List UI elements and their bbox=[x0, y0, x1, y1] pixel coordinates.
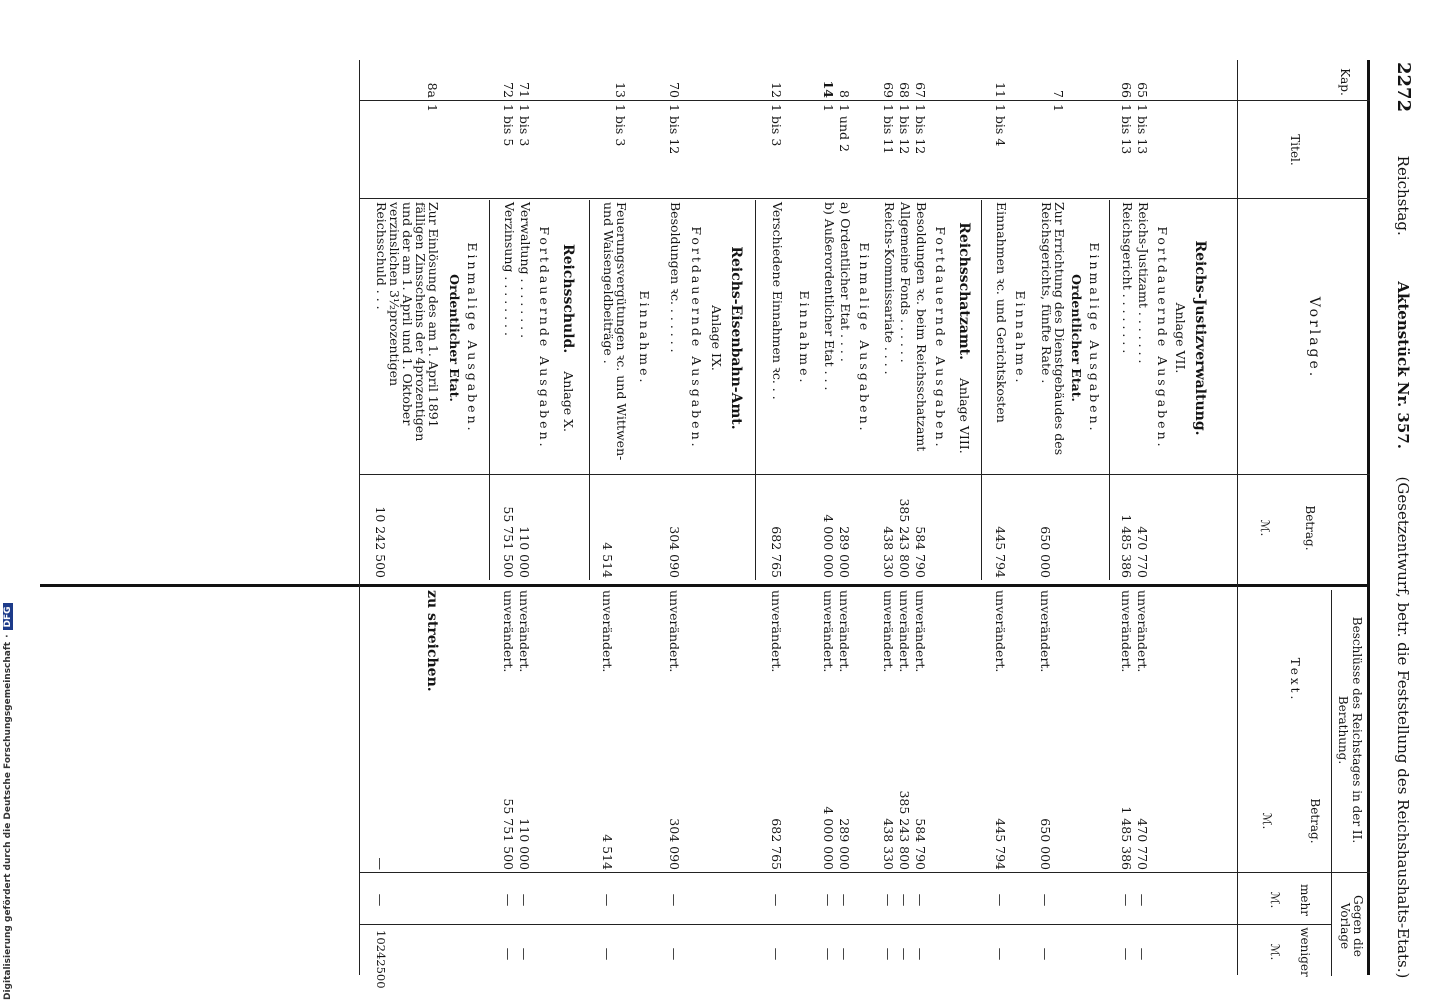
col-unit-2: ℳ. bbox=[1260, 812, 1274, 830]
cell-btext: unverändert. bbox=[913, 590, 928, 673]
cell-weniger: — bbox=[1135, 947, 1150, 961]
cell-mehr: — bbox=[837, 893, 852, 907]
cell-weniger: — bbox=[881, 947, 896, 961]
col-betrag: Betrag. bbox=[1308, 798, 1322, 844]
cell-kap: 70 bbox=[667, 82, 682, 98]
cell-bamount: 289 000 bbox=[837, 818, 852, 870]
cell-amount: 1 485 386 bbox=[1119, 514, 1134, 578]
cell-weniger: — bbox=[821, 947, 836, 961]
divider-text-body bbox=[360, 474, 1238, 475]
cell-weniger: — bbox=[993, 947, 1008, 961]
group-heading: Fortdauernde Ausgaben. bbox=[689, 226, 704, 450]
section-extra: Anlage VIII. bbox=[957, 378, 972, 454]
cell-mehr: — bbox=[881, 893, 896, 907]
cell-btext: unverändert. bbox=[667, 590, 682, 673]
cell-kap: 72 bbox=[501, 82, 516, 98]
group-heading: Fortdauernde Ausgaben. bbox=[537, 226, 552, 450]
divider-mehr-body bbox=[360, 924, 1238, 925]
cell-bamount: — bbox=[373, 857, 388, 870]
digitization-footer: Digitalisierung gefördert durch die Deutsche Forschungsgemeinschaft · DFG bbox=[0, 600, 16, 1000]
cell-weniger: — bbox=[667, 947, 682, 961]
group-heading: Fortdauernde Ausgaben. bbox=[933, 226, 948, 450]
cell-titel: 1 bis 13 bbox=[1119, 104, 1134, 155]
cell-btext: unverändert. bbox=[1135, 590, 1150, 673]
cell-amount: 289 000 bbox=[837, 526, 852, 578]
cell-weniger: — bbox=[600, 947, 615, 961]
cell-text: Verwaltung . . . . . . . . bbox=[518, 202, 533, 339]
cell-bamount: 682 765 bbox=[769, 818, 784, 870]
divider-mehr bbox=[1238, 924, 1332, 925]
col-beschluesse: Beschlüsse des Reichstages in der II. Berathung. bbox=[1336, 616, 1364, 844]
col-titel: Titel. bbox=[1288, 134, 1302, 166]
cell-mehr: — bbox=[517, 893, 532, 907]
header-left: Reichstag. bbox=[1394, 155, 1412, 236]
cell-mehr: — bbox=[1135, 893, 1150, 907]
section-title: Reichs-Justizverwaltung. bbox=[1192, 240, 1208, 436]
cell-text: Reichsgericht . . . . . . . . bbox=[1120, 202, 1135, 354]
cell-mehr: — bbox=[769, 893, 784, 907]
page-header bbox=[1393, 62, 1414, 978]
cell-bamount: 385 243 800 bbox=[897, 790, 912, 870]
cell-weniger: — bbox=[1038, 947, 1053, 961]
cell-bamount: 438 330 bbox=[881, 818, 896, 870]
col-unit-4: ℳ. bbox=[1268, 943, 1282, 961]
cell-amount: 4 514 bbox=[600, 542, 615, 578]
cell-amount: 110 000 bbox=[517, 526, 532, 578]
cell-amount: 470 770 bbox=[1135, 526, 1150, 578]
cell-titel: 1 bis 5 bbox=[501, 104, 516, 147]
cell-kap: 8 bbox=[837, 90, 852, 98]
cell-mehr: — bbox=[667, 893, 682, 907]
cell-text: Reichs-Kommissariate . . . . bbox=[882, 202, 897, 375]
cell-titel: 1 bis 12 bbox=[897, 104, 912, 155]
dfg-logo-icon: DFG bbox=[3, 603, 13, 630]
cell-titel: 1 bis 12 bbox=[667, 104, 682, 155]
section-line bbox=[560, 202, 576, 474]
subsection-title: Ordentlicher Etat. bbox=[1069, 274, 1084, 402]
row-rule bbox=[1109, 200, 1110, 580]
cell-titel: 1 bbox=[425, 104, 440, 112]
cell-mehr: — bbox=[913, 893, 928, 907]
subsection-title: Anlage VII. bbox=[1173, 302, 1188, 374]
col-vorlage: Vorlage. bbox=[1306, 296, 1322, 380]
cell-kap: 67 bbox=[913, 82, 928, 98]
section-line bbox=[956, 202, 972, 474]
cell-weniger: — bbox=[501, 947, 516, 961]
cell-bamount: 55 751 500 bbox=[501, 798, 516, 870]
cell-bamount: 110 000 bbox=[517, 818, 532, 870]
cell-weniger: — bbox=[897, 947, 912, 961]
cell-kap: 14 bbox=[821, 80, 836, 98]
col-weniger: weniger bbox=[1298, 927, 1312, 977]
cell-amount: 438 330 bbox=[881, 526, 896, 578]
cell-kap: 12 bbox=[769, 82, 784, 98]
cell-text: Reichs-Justizamt . . . . . . . bbox=[1136, 202, 1151, 364]
cell-mehr: — bbox=[501, 893, 516, 907]
cell-titel: 1 bis 3 bbox=[769, 104, 784, 147]
cell-btext: unverändert. bbox=[769, 590, 784, 673]
section-title: Reichsschuld. bbox=[560, 244, 576, 354]
row-rule bbox=[755, 200, 756, 580]
cell-titel: 1 bis 11 bbox=[881, 104, 896, 155]
cell-text: Verschiedene Einnahmen ꝛc. . . bbox=[770, 202, 785, 400]
row-rule bbox=[489, 200, 490, 580]
cell-kap: 8a bbox=[425, 82, 440, 98]
cell-bamount: 4 000 000 bbox=[821, 806, 836, 870]
cell-titel: 1 bbox=[821, 104, 836, 112]
cell-bamount: 445 794 bbox=[993, 818, 1008, 870]
cell-mehr: — bbox=[1119, 893, 1134, 907]
divider-betrag-body bbox=[360, 872, 1238, 873]
cell-btext: unverändert. bbox=[821, 590, 836, 673]
cell-mehr: — bbox=[1038, 893, 1053, 907]
cell-titel: 1 bbox=[1051, 104, 1066, 112]
cell-bamount: 1 485 386 bbox=[1119, 806, 1134, 870]
row-rule bbox=[589, 200, 590, 580]
divider-text bbox=[1238, 474, 1370, 475]
cell-mehr: — bbox=[373, 893, 388, 907]
cell-amount: 10 242 500 bbox=[373, 506, 388, 578]
cell-amount: 385 243 800 bbox=[897, 498, 912, 578]
cell-kap: 13 bbox=[613, 82, 628, 98]
col-unit-1: ℳ. bbox=[1258, 519, 1272, 537]
cell-btext: unverändert. bbox=[501, 590, 516, 673]
cell-bamount: 304 090 bbox=[667, 818, 682, 870]
footer-text: Digitalisierung gefördert durch die Deutsche Forschungsgemeinschaft bbox=[3, 641, 13, 1000]
cell-text: Besoldungen ꝛc. beim Reichsschatzamt bbox=[914, 202, 929, 452]
divider-vorlage-betrag bbox=[40, 584, 1370, 587]
cell-weniger: — bbox=[1119, 947, 1134, 961]
group-heading: Einnahme. bbox=[637, 290, 652, 386]
section-title: Reichsschatzamt. bbox=[956, 222, 972, 361]
cell-amount: 682 765 bbox=[769, 526, 784, 578]
row-rule bbox=[981, 200, 982, 580]
col-gegen: Gegen die Vorlage bbox=[1338, 895, 1365, 957]
cell-bamount: 4 514 bbox=[600, 834, 615, 870]
header-middle: Aktenstück Nr. 357. bbox=[1394, 281, 1412, 449]
subsection-title: Ordentlicher Etat. bbox=[447, 274, 462, 402]
cell-titel: 1 bis 13 bbox=[1135, 104, 1150, 155]
cell-kap: 69 bbox=[881, 82, 896, 98]
cell-titel: 1 bis 4 bbox=[993, 104, 1008, 147]
cell-btext: zu streichen. bbox=[424, 590, 440, 692]
cell-kap: 7 bbox=[1051, 90, 1066, 98]
cell-btext: unverändert. bbox=[993, 590, 1008, 673]
cell-btext: unverändert. bbox=[1038, 590, 1053, 673]
cell-weniger: — bbox=[913, 947, 928, 961]
cell-btext: unverändert. bbox=[837, 590, 852, 673]
divider-kap-body bbox=[360, 100, 1238, 101]
cell-amount: 650 000 bbox=[1038, 526, 1053, 578]
group-heading: Einmalige Ausgaben. bbox=[857, 242, 872, 434]
col-mehr: mehr bbox=[1298, 884, 1312, 916]
cell-text: b) Außerordentlicher Etat . . . bbox=[822, 202, 837, 391]
cell-btext: unverändert. bbox=[1119, 590, 1134, 673]
cell-text: Verzinsung . . . . . . . . bbox=[502, 202, 517, 336]
header-subrule bbox=[1331, 590, 1332, 976]
subsection-title: Anlage IX. bbox=[709, 305, 724, 371]
cell-weniger: — bbox=[517, 947, 532, 961]
cell-text: Einnahmen ꝛc. und Gerichtskosten bbox=[994, 202, 1009, 423]
cell-bamount: 650 000 bbox=[1038, 818, 1053, 870]
header-right: (Gesetzentwurf, betr. die Feststellung des Reichshaushalts-Etats.) bbox=[1394, 476, 1412, 979]
cell-amount: 55 751 500 bbox=[501, 506, 516, 578]
cell-mehr: — bbox=[821, 893, 836, 907]
cell-btext: unverändert. bbox=[881, 590, 896, 673]
cell-amount: 304 090 bbox=[667, 526, 682, 578]
col-unit-3: ℳ. bbox=[1268, 891, 1282, 909]
cell-kap: 71 bbox=[517, 82, 532, 98]
group-heading: Einnahme. bbox=[797, 290, 812, 386]
cell-text: Zur Einlösung des am 1. April 1891 fälligen Zinsscheins der 4prozentigen und der am 1. April und 1. Oktober verzinslichen 3½prozentigen Reichsschuld . . . bbox=[374, 202, 441, 442]
cell-text: Feuerungsvergütungen ꝛc. und Wittwen- und Waisengeldbeiträge . bbox=[601, 202, 629, 461]
cell-text: Zur Errichtung des Dienstgebäudes des Reichsgerichts, fünfte Rate . bbox=[1039, 202, 1067, 456]
cell-mehr: — bbox=[600, 893, 615, 907]
cell-text: Allgemeine Fonds . . . . . . bbox=[898, 202, 913, 363]
cell-titel: 1 bis 3 bbox=[517, 104, 532, 147]
cell-kap: 68 bbox=[897, 82, 912, 98]
section-extra: Anlage X. bbox=[561, 371, 576, 432]
cell-weniger: — bbox=[769, 947, 784, 961]
cell-bamount: 470 770 bbox=[1135, 818, 1150, 870]
group-heading: Einnahme. bbox=[1013, 290, 1028, 386]
cell-titel: 1 bis 12 bbox=[913, 104, 928, 155]
cell-bamount: 584 790 bbox=[913, 818, 928, 870]
col-betrag-vorlage: Betrag. bbox=[1303, 505, 1317, 551]
divider-titel-body bbox=[360, 198, 1238, 199]
cell-titel: 1 bis 3 bbox=[613, 104, 628, 147]
divider-kap bbox=[1238, 100, 1370, 101]
cell-titel: 1 und 2 bbox=[837, 104, 852, 152]
cell-text: Besoldungen ꝛc. . . . . . . bbox=[668, 202, 683, 353]
cell-weniger: — bbox=[837, 947, 852, 961]
cell-mehr: — bbox=[897, 893, 912, 907]
cell-kap: 66 bbox=[1119, 82, 1134, 98]
cell-amount: 4 000 000 bbox=[821, 514, 836, 578]
cell-text: a) Ordentlicher Etat . . . . bbox=[838, 202, 853, 362]
divider-titel bbox=[1238, 198, 1370, 199]
cell-mehr: — bbox=[993, 893, 1008, 907]
col-kap: Kap. bbox=[1338, 68, 1352, 96]
group-heading: Fortdauernde Ausgaben. bbox=[1155, 226, 1170, 450]
divider-betrag bbox=[1238, 872, 1370, 873]
cell-kap: 65 bbox=[1135, 82, 1150, 98]
cell-btext: unverändert. bbox=[897, 590, 912, 673]
cell-btext: unverändert. bbox=[517, 590, 532, 673]
group-heading: Einmalige Ausgaben. bbox=[1087, 242, 1102, 434]
cell-btext: unverändert. bbox=[600, 590, 615, 673]
section-title: Reichs-Eisenbahn-Amt. bbox=[728, 246, 744, 430]
cell-kap: 11 bbox=[993, 82, 1008, 98]
group-heading: Einmalige Ausgaben. bbox=[465, 242, 480, 434]
page-number: 2272 bbox=[1393, 62, 1414, 113]
col-text: Text. bbox=[1288, 657, 1302, 703]
cell-amount: 445 794 bbox=[993, 526, 1008, 578]
cell-amount: 584 790 bbox=[913, 526, 928, 578]
cell-weniger: 10242500 bbox=[374, 930, 388, 989]
